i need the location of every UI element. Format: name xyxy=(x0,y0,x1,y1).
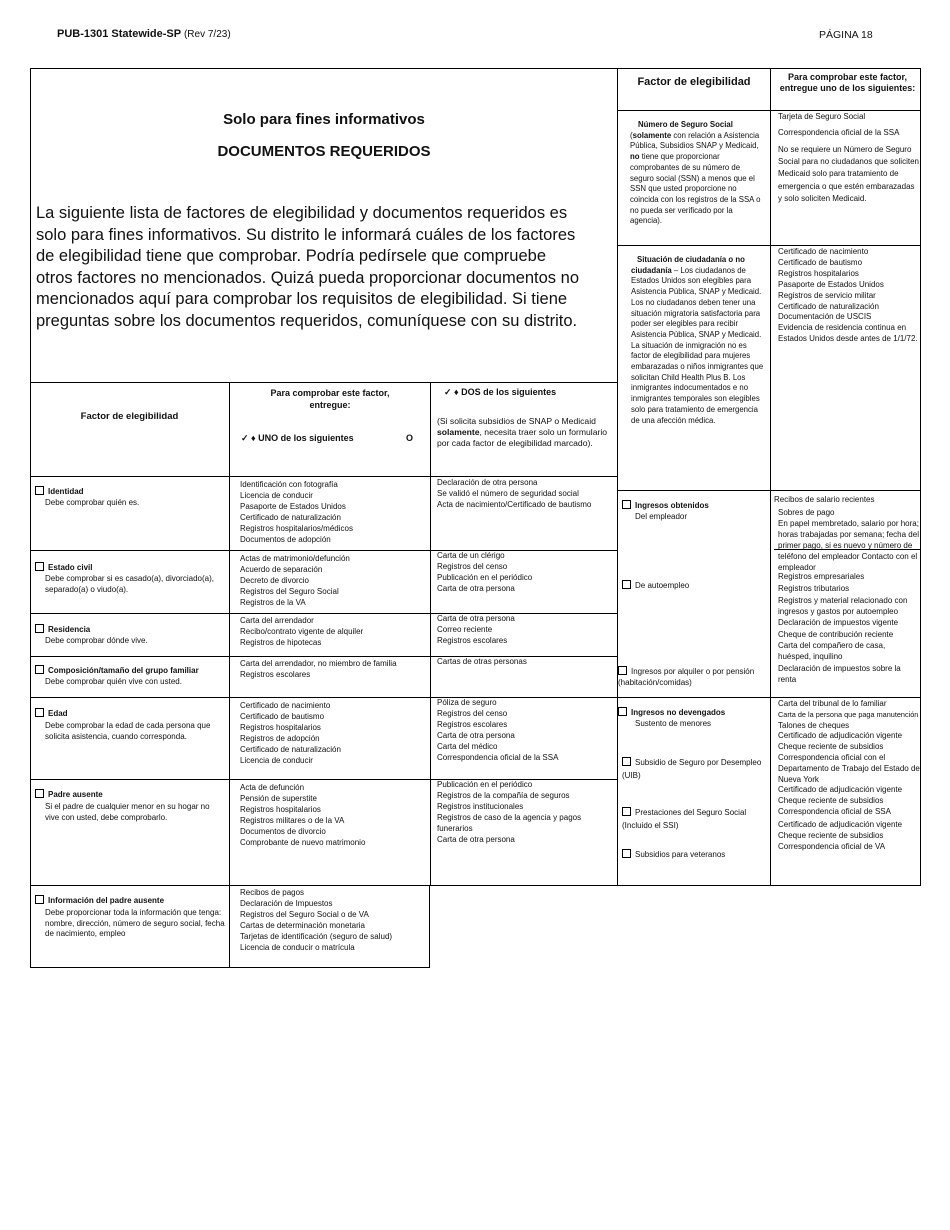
ssn-docs xyxy=(778,112,920,205)
factor-self-employed xyxy=(622,580,767,590)
right-col2-header: Para comprobar este factor, entregue uno de los siguientes: xyxy=(779,72,916,93)
list-item: Pasaporte de Estados Unidos xyxy=(240,501,346,511)
list-item: Documentación de USCIS xyxy=(778,312,872,322)
list-item: Registros escolares xyxy=(437,635,508,645)
list-item: Se validó el número de seguridad social xyxy=(437,488,579,498)
left-col2-sub: ✓ ♦ UNO de los siguientes xyxy=(241,433,354,443)
list-item: Recibos de pagos xyxy=(240,888,305,897)
list-item: Acta de defunción xyxy=(240,783,305,792)
list-item: Carta de otra persona xyxy=(437,614,515,623)
factor-desc: Debe comprobar si es casado(a), divorciado(a), separado(a) o viudo(a). xyxy=(45,574,214,594)
edad-checkbox[interactable] xyxy=(35,708,44,717)
estado-civil-checkbox[interactable] xyxy=(35,562,44,571)
support-docs xyxy=(778,699,920,732)
factor-unearned xyxy=(618,707,768,730)
income-title: Ingresos obtenidos xyxy=(635,501,709,510)
income-checkbox[interactable] xyxy=(622,500,631,509)
unearned-checkbox[interactable] xyxy=(618,707,627,716)
form-code-text: PUB-1301 Statewide-SP xyxy=(57,28,181,40)
identidad-two-list xyxy=(437,478,615,511)
list-item: Cartas de otras personas xyxy=(437,657,527,666)
self-employed-label: De autoempleo xyxy=(635,581,690,590)
list-item: Tarjeta de Seguro Social xyxy=(778,112,866,121)
identidad-checkbox[interactable] xyxy=(35,486,44,495)
list-item: Pensión de superstite xyxy=(240,793,317,803)
padre-ausente-checkbox[interactable] xyxy=(35,789,44,798)
ss-label: Prestaciones del Seguro Social (Incluido el SSI) xyxy=(622,808,747,830)
list-item: Correspondencia oficial con el Departamento de Trabajo del Estado de Nueva York xyxy=(778,752,920,784)
list-item: Registros de caso de la agencia y pagos funerarios xyxy=(437,812,582,833)
list-item: Carta del arrendador xyxy=(240,616,314,625)
info-padre-ausente-checkbox[interactable] xyxy=(35,895,44,904)
list-item: Tarjetas de identificación (seguro de salud) xyxy=(240,931,393,941)
list-item: Certificado de adjudicación vigente xyxy=(778,820,903,829)
uib-docs xyxy=(778,731,920,786)
list-item: Certificado de naturalización xyxy=(240,512,341,522)
factor-desc: Debe comprobar dónde vive. xyxy=(45,636,148,645)
list-item: Registros hospitalarios/médicos xyxy=(240,523,353,533)
income-self-docs xyxy=(778,572,920,629)
estado-civil-one-list xyxy=(240,554,428,609)
list-item: Correspondencia oficial de SSA xyxy=(778,806,891,816)
list-item: Registros del Seguro Social o de VA xyxy=(240,909,369,919)
ssn-text-bold2: no xyxy=(630,152,640,162)
ssn-text-bold1: solamente xyxy=(632,130,672,140)
left-col3-note-a: (Si solicita subsidios de SNAP o Medicaid xyxy=(437,416,596,426)
list-item: Registros y material relacionado con ingresos y gastos por autoempleo xyxy=(778,595,908,616)
list-item: Talones de cheques xyxy=(778,720,850,730)
list-item: Carta del compañero de casa, huésped, inquilino xyxy=(778,640,886,661)
left-col3-header: ✓ ♦ DOS de los siguientes xyxy=(444,387,557,397)
composicion-two-list xyxy=(437,657,615,668)
va-checkbox[interactable] xyxy=(622,849,631,858)
factor-desc: Debe comprobar la edad de cada persona que solicita asistencia, cuando corresponda. xyxy=(45,721,211,741)
factor-title: Edad xyxy=(48,709,68,718)
factor-income xyxy=(622,500,767,523)
list-item: Registros hospitalarios xyxy=(240,804,321,814)
residencia-two-list xyxy=(437,614,615,647)
list-item: Carta del médico xyxy=(437,741,498,751)
factor-citizenship xyxy=(631,255,765,426)
edad-two-list xyxy=(437,698,615,763)
intro-subtitle: DOCUMENTOS REQUERIDOS xyxy=(217,143,431,160)
list-item: Registros militares o de la VA xyxy=(240,815,345,825)
factor-rental xyxy=(618,666,768,688)
left-col3-note-bold: solamente xyxy=(437,427,480,437)
factor-title: Estado civil xyxy=(48,563,93,572)
list-item: Registros del censo xyxy=(437,708,508,718)
list-item: Licencia de conducir xyxy=(240,755,313,765)
citizenship-title: Situación de ciudadanía o no ciudadanía xyxy=(631,255,745,275)
list-item: Licencia de conducir xyxy=(240,490,313,500)
income-sub: Del empleador xyxy=(635,512,688,521)
list-item: Declaración de impuestos sobre la renta xyxy=(778,663,901,684)
composicion-one-list xyxy=(240,659,428,681)
ssn-text-b: con relación a Asistencia Pública, Subsidios SNAP y Medicaid, xyxy=(630,130,760,151)
list-item: Certificado de adjudicación vigente xyxy=(778,785,903,794)
list-item: Carta de otra persona xyxy=(437,583,515,593)
list-item: Registros escolares xyxy=(240,669,311,679)
list-item: Documentos de adopción xyxy=(240,534,331,544)
rental-checkbox[interactable] xyxy=(618,666,627,675)
list-item: Registros del Seguro Social xyxy=(240,586,339,596)
uib-checkbox[interactable] xyxy=(622,757,631,766)
factor-composicion xyxy=(35,665,227,688)
income-employer-docs xyxy=(778,508,920,573)
list-item: Registros escolares xyxy=(437,719,508,729)
factor-info-padre-ausente xyxy=(35,895,225,940)
identidad-one-list xyxy=(240,480,428,545)
factor-desc: Debe comprobar quién es. xyxy=(45,498,140,507)
factor-title: Composición/tamaño del grupo familiar xyxy=(48,666,199,675)
list-item: Correo reciente xyxy=(437,624,493,634)
factor-title: Identidad xyxy=(48,487,84,496)
left-col3-note xyxy=(437,416,612,449)
list-item: Carta del tribunal de lo familiar xyxy=(778,699,887,708)
list-item: Carta de la persona que paga manutención xyxy=(778,709,919,719)
factor-title: Padre ausente xyxy=(48,790,103,799)
factor-estado-civil xyxy=(35,562,225,595)
list-item: Registros de adopción xyxy=(240,733,320,743)
list-item: En papel membretado, salario por hora; horas trabajadas por semana; fecha del primer pago, si es nuevo y número de teléfono del empleador Contacto con el empleador xyxy=(778,518,919,572)
list-item: Publicación en el periódico xyxy=(437,780,533,789)
va-label: Subsidios para veteranos xyxy=(635,850,726,859)
list-item: Registros del censo xyxy=(437,561,508,571)
intro-paragraph: La siguiente lista de factores de elegibilidad y documentos requeridos es solo para fines informativos. Su distrito le informará cuáles de los factores de elegibilidad tiene que comprobar. Podría pedírsele que compruebe otros factores no mencionados. Quizá pueda proporcionar documentos no mencionados aquí para comprobar los requisitos de elegibilidad. Si tiene preguntas sobre los documentos requeridos, comuníquese con su distrito. xyxy=(36,204,579,330)
list-item: Carta del arrendador, no miembro de familia xyxy=(240,659,397,668)
list-item: Recibos de salario recientes xyxy=(774,495,875,504)
left-col3-note-b: , necesita traer solo un formulario por cada factor de elegibilidad marcado). xyxy=(437,427,608,448)
factor-va xyxy=(622,849,767,859)
list-item: Recibo/contrato vigente de alquiler xyxy=(240,626,364,636)
info-padre-ausente-one-list xyxy=(240,888,428,953)
ss-checkbox[interactable] xyxy=(622,807,631,816)
padre-ausente-two-list xyxy=(437,780,607,845)
list-item: Declaración de impuestos vigente xyxy=(778,617,899,627)
list-item: Registros de la VA xyxy=(240,597,306,607)
list-item: Carta de otra persona xyxy=(437,730,515,740)
list-item: Correspondencia oficial de la SSA xyxy=(437,752,559,762)
page-number: PÁGINA 18 xyxy=(819,29,873,41)
list-item: Registros de servicio militar xyxy=(778,290,876,300)
factor-ssn xyxy=(630,120,764,227)
income-docs xyxy=(774,495,920,506)
list-item: Registros de la compañía de seguros xyxy=(437,790,570,800)
list-item: Acta de nacimiento/Certificado de bautismo xyxy=(437,499,592,509)
factor-uib xyxy=(622,756,767,782)
unearned-sub: Sustento de menores xyxy=(635,719,712,728)
list-item: Evidencia de residencia continua en Estados Unidos desde antes de 1/1/72. xyxy=(778,323,918,344)
ssn-text-c: tiene que proporcionar comprobantes de su número de seguro social (SSN) a menos que el SSN que usted proporcione no coincida con los registros de la SSA o no pueda ser verificado por la agencia). xyxy=(630,152,761,226)
list-item: Declaración de otra persona xyxy=(437,478,538,487)
list-item: Correspondencia oficial de VA xyxy=(778,841,886,851)
list-item: Certificado de naturalización xyxy=(778,301,879,311)
va-docs xyxy=(778,820,920,853)
list-item: Publicación en el periódico xyxy=(437,572,533,582)
factor-edad xyxy=(35,708,225,742)
list-item: Cheque reciente de subsidios xyxy=(778,830,884,840)
list-item: Comprobante de nuevo matrimonio xyxy=(240,837,366,847)
left-col2-or: O xyxy=(406,433,414,443)
list-item: Carta de otra persona xyxy=(437,834,515,844)
factor-ss xyxy=(622,806,767,832)
income-rental-docs xyxy=(778,630,920,686)
list-item: Certificado de adjudicación vigente xyxy=(778,731,903,740)
citizenship-text: – Los ciudadanos de Estados Unidos son elegibles para Asistencia Pública, SNAP y Medicaid. Los no ciudadanos deben tener una situación migratoria satisfactoria para poder ser elegibles para recibir Asistencia Pública, SNAP y Medicaid. La situación de inmigración no es factor de elegibilidad para mujeres embarazadas o niños inmigrantes que solicitan Child Health Plus B. Los inmigrantes indocumentados e no inmigrantes temporales son elegibles solo para tratamiento de emergencia de una afección médica. xyxy=(631,265,764,425)
list-item: Acuerdo de separación xyxy=(240,564,323,574)
list-item: Registros tributarios xyxy=(778,583,850,593)
list-item: Declaración de Impuestos xyxy=(240,898,333,908)
list-item: Certificado de bautismo xyxy=(778,257,863,267)
list-item: Registros institucionales xyxy=(437,801,524,811)
list-item: Licencia de conducir o matrícula xyxy=(240,942,355,952)
list-item: Registros hospitalarios xyxy=(778,268,859,278)
list-item: Documentos de divorcio xyxy=(240,826,326,836)
list-item: Cheque de contribución reciente xyxy=(778,630,894,639)
list-item: Cheque reciente de subsidios xyxy=(778,795,884,805)
ss-docs xyxy=(778,785,920,818)
intro-title: Solo para fines informativos xyxy=(223,111,425,128)
list-item: Registros empresariales xyxy=(778,572,865,581)
factor-padre-ausente xyxy=(35,789,225,823)
estado-civil-two-list xyxy=(437,551,615,595)
list-item: No se requiere un Número de Seguro Social para no ciudadanos que soliciten Medicaid solo para tratamiento de emergencia o que estén embarazadas y solo soliciten Medicaid. xyxy=(778,144,919,203)
factor-desc: Si el padre de cualquier menor en su hogar no vive con usted, debe comprobarlo. xyxy=(45,802,210,822)
list-item: Cheque reciente de subsidios xyxy=(778,741,884,751)
intro-box xyxy=(30,68,618,383)
edad-one-list xyxy=(240,701,428,766)
residencia-one-list xyxy=(240,616,428,649)
list-item: Certificado de bautismo xyxy=(240,711,325,721)
list-item: Registros hospitalarios xyxy=(240,722,321,732)
factor-identidad xyxy=(35,486,225,509)
unearned-title: Ingresos no devengados xyxy=(631,708,726,717)
citizenship-docs xyxy=(778,247,920,345)
uib-label: Subsidio de Seguro por Desempleo (UIB) xyxy=(622,758,762,780)
list-item: Identificación con fotografía xyxy=(240,480,338,489)
left-col2-header: Para comprobar este factor, entregue: xyxy=(270,388,390,410)
list-item: Carta de un clérigo xyxy=(437,551,505,560)
list-item: Pasaporte de Estados Unidos xyxy=(778,279,884,289)
list-item: Cartas de determinación monetaria xyxy=(240,920,365,930)
self-employed-checkbox[interactable] xyxy=(622,580,631,589)
factor-title: Residencia xyxy=(48,625,91,634)
ssn-title: Número de Seguro Social xyxy=(638,120,733,129)
right-col1-header: Factor de elegibilidad xyxy=(637,76,751,88)
composicion-checkbox[interactable] xyxy=(35,665,44,674)
form-revision: (Rev 7/23) xyxy=(183,29,231,40)
list-item: Sobres de pago xyxy=(778,508,835,517)
rental-label: Ingresos por alquiler o por pensión (habitación/comidas) xyxy=(618,667,755,687)
residencia-checkbox[interactable] xyxy=(35,624,44,633)
ssn-text-a: ( xyxy=(630,130,633,140)
list-item: Registros de hipotecas xyxy=(240,637,322,647)
list-item: Certificado de naturalización xyxy=(240,744,341,754)
list-item: Póliza de seguro xyxy=(437,698,497,707)
form-code xyxy=(57,28,231,40)
factor-desc: Debe comprobar quién vive con usted. xyxy=(45,677,182,686)
list-item: Certificado de nacimiento xyxy=(778,247,869,256)
list-item: Certificado de nacimiento xyxy=(240,701,331,710)
list-item: Actas de matrimonio/defunción xyxy=(240,554,350,563)
list-item: Decreto de divorcio xyxy=(240,575,309,585)
factor-title: Información del padre ausente xyxy=(48,896,165,905)
factor-residencia xyxy=(35,624,225,647)
left-col1-header: Factor de elegibilidad xyxy=(80,411,179,422)
factor-desc: Debe proporcionar toda la información que tenga: nombre, dirección, número de seguro social, fecha de nacimiento, empleo xyxy=(45,908,225,938)
padre-ausente-one-list xyxy=(240,783,428,848)
list-item: Correspondencia oficial de la SSA xyxy=(778,127,900,137)
